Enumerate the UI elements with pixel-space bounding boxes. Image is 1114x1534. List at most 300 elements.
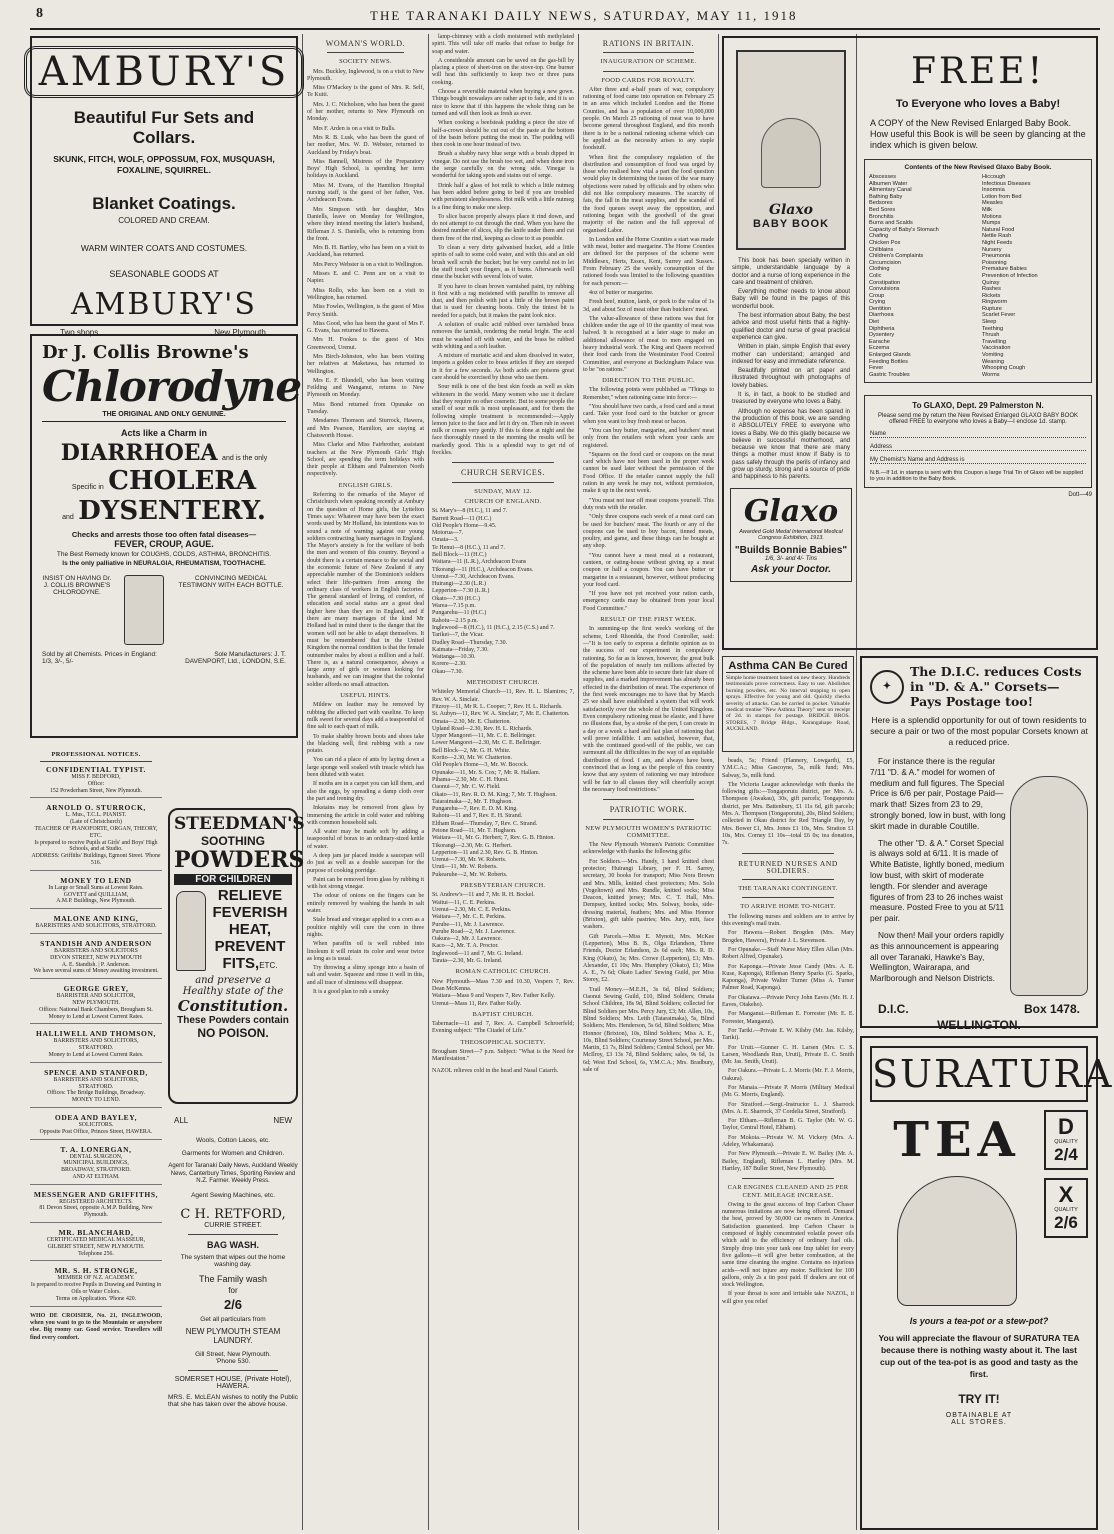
notice-line: We have several sums of Money awaiting investment.: [33, 968, 159, 975]
steedman-l6: HEAT,: [228, 921, 272, 938]
masthead: THE TARANAKI DAILY NEWS, SATURDAY, MAY 11, 1918: [370, 8, 798, 23]
returned-list: [722, 930, 854, 1173]
retford-agent: Agent for Taranaki Daily News, Auckland Weekly News, Canterbury Times, Sporting Review and N.Z. Farmer. Weekly Press.: [168, 1163, 298, 1184]
paragraph: For Soldiers.—Mrs. Handy, 1 hand knitted chest protector; Huirangi Library, per F. H. Sarrey, secretary, 30 books for transport; Miss Nora Brown and Mrs. Mills, knitted chest protectors; Mrs. Solo (Vogeltown) and Mrs. Rundle, knitted socks; Miss Deacon, knitted jersey; Mrs. C. T. Hall, Mrs. Dempsey, knitted socks; Mrs. Solway, books, side-dressing material, feathers; Mrs. and Miss Honnor (Brixton), gift table pastries; Mrs. Jury, mitt, face washers.: [583, 858, 714, 931]
paragraph: After three and a-half years of war, compulsory rationing of food came into operation on February 25 in an area which included London and the Home Counties, and has a population of over 10,000,000 people. On March 25 rationing of meat was to have become general throughout England, and this month there is to be a national rationing scheme which can be applied as the necessity arises to any staple foodstuff.: [583, 86, 714, 152]
paragraph: St. Andrew's—11 and 7, Mr. R. H. Bockel.: [432, 892, 535, 899]
retford-top: [168, 1112, 298, 1129]
paragraph: Motorua—7.: [432, 530, 464, 537]
paragraph: For Hawera.—Robert Brogden (Mrs. Mary Brogden, Hawera), Private J. L. Stevenson.: [722, 930, 854, 944]
notice-line: STRATFORD.: [78, 1083, 114, 1090]
rule: [603, 52, 694, 53]
chlorodyne-cholera-row: [42, 466, 286, 496]
paragraph: Pneumonia: [982, 253, 1011, 260]
paragraph: The New Plymouth Women's Patriotic Committee acknowledge with thanks the following gifts:: [583, 842, 714, 856]
chlorodyne-coughs: The Best Remedy known for COUGHS, COLDS, ASTHMA, BRONCHITIS.: [56, 551, 272, 558]
paragraph: Miss M. Evans, of the Hamilton Hospital nursing staff, is the guest of her father, Ven. Archdeacon Evans.: [307, 182, 424, 204]
roman-catholic-list: [432, 979, 574, 1008]
quality-d-box: [1044, 1110, 1088, 1170]
chlorodyne-name: Chlorodyne: [42, 362, 302, 411]
quality-x-letter: X: [1058, 1182, 1074, 1207]
amburys-logo: AMBURY'S: [24, 46, 305, 98]
glaxo-about-block: [730, 258, 852, 482]
paragraph: Paint can be removed from glass by rubbing it with hot strong vinegar.: [307, 876, 424, 891]
paragraph: Eczema: [869, 345, 890, 352]
rule: [742, 879, 834, 880]
notice-line: ADDRESS: Griffiths' Buildings, Egmont Street. 'Phone 516.: [31, 853, 161, 866]
paragraph: Waitanga—10.30.: [432, 654, 476, 661]
methodist-title: METHODIST CHURCH.: [466, 679, 540, 687]
paragraph: Inkstains may be removed from glass by immersing the article in cold water and rubbing with common household salt.: [307, 805, 424, 826]
paragraph: Referring to the remarks of the Mayor of Christchurch when speaking recently at Ambury on the question of Home girls, the Lyttelton Times says: Whatever may have been the exact words used by Mr Holland, his intentions was to sound a note of warning against our young soldiers contracting hasty marriages in England. The Mayor's anxiety is for the welfare of both the men and women of this country. Beyond a doubt there is a certain menace to the social and the economic future of New Zealand if any appreciable number of the Dominion's soldiers select their life-partners from among the ordinary class of workers in English factories. The general standard of living, of comfort, of education and social status are a great deal higher here than they are in England, and if there are many marriages of the kind Mr Holland had in mind there is the danger that the women will not be able to adapt themselves. It must be remembered that in the United Kingdom the normal condition is that the female outnumber males by about a million and a half. There is, as a natural consequence, always a large army of girls or women looking for husbands, and we can imagine that the colonial soldier affords no small attraction.: [307, 492, 424, 688]
hints-continued: [432, 34, 574, 457]
paragraph: Dudley Road—Thursday, 7.30.: [432, 639, 508, 646]
paragraph: For Stratford.—Sergt.-Instructor L. J. Sharrock (Mrs. A. E. Sharrock, 37 Cordelia Street, Stratford).: [722, 1101, 854, 1115]
notice-line: MEMBER OF N.Z. ACADEMY.: [57, 1275, 135, 1282]
presbyterian-title: PRESBYTERIAN CHURCH.: [460, 882, 546, 890]
paragraph: Fitzroy—11, Mr R. L. Cooper; 7, Rev. H. L. Richards.: [432, 703, 563, 710]
suratura-obtainable: OBTAINABLE AT ALL STORES.: [945, 1412, 1013, 1426]
chlorodyne-lower: [42, 575, 286, 645]
steedman-l9: and preserve a: [195, 975, 271, 986]
paragraph: Rahotu—2.15 p.m.: [432, 617, 478, 624]
car-body: Owing to the great success of Imp Carbon Chaser numerous imitations are now being offered. Demand the best, proved by 30,000 car owners in America. Satisfaction guaranteed. Imp Carbon Chaser is composed of highly concentrated volatile power oils which add to the efficiency of ordinary fuel oils. Simply drop into your tank one Imp tablet for every five gallons—it will give better combustion, at the same time cleaning the engine. Contains no injurious acids—will not injure any motor. Sufficient for 100 gallons, only 2s a tin post paid. If dealers are out of stock Wellington.: [722, 1201, 854, 1289]
quality-d-letter: D: [1058, 1114, 1074, 1139]
paragraph: Waitara—11 (L.R.), Archdeacon Evans: [432, 559, 527, 566]
paragraph: For Eltham.—Rifleman B. G. Taylor (Mr. W. G. Taylor, Central Hotel, Eltham).: [722, 1118, 854, 1132]
glaxo-logo: Glaxo: [743, 493, 839, 529]
paragraph: Urenui—Mass 11, Rev. Father Kelly.: [432, 1000, 522, 1007]
suratura-tea: TEA: [893, 1112, 1021, 1168]
dic-ad: [860, 656, 1098, 1032]
notice-line: Money to Lend at Lowest Current Rates.: [48, 1051, 144, 1058]
amburys-footer-left: Two shops: [60, 328, 99, 337]
paragraph: Gift Parcels.—Miss E. Mynott, Mrs. McKee (Lepperton), Miss B. B., Olga Erlandson, Three Friends, Doctor Erlandson, 2s 6d each; Mrs. R. D. King (Okato), 3s; Mrs. Crowe (Lepperton), £1; Mrs. Alexander, £1 10s; Mrs. Humphry (Okato), £1; Miss A. E., 7s 6d; Okato Ladies' Sewing Guild, per Miss Storey, £2.: [583, 933, 714, 984]
paragraph: Alimentary Canal: [869, 187, 912, 194]
rule: [742, 1178, 834, 1179]
paragraph: Chicken Pox: [869, 239, 901, 246]
professional-notice: [30, 984, 162, 1024]
chlorodyne-d1b: and is the only: [222, 455, 268, 462]
amburys-line1: Beautiful Fur Sets and Collars.: [73, 108, 255, 147]
paragraph: For Opunake.—Staff Nurse Mary Ellen Allan (Mrs. Robert Alfred, Opunake).: [722, 946, 854, 961]
column-divider: [718, 34, 719, 1530]
paragraph: If moths are in a carpet you can kill them, and also the eggs, by spreading a damp cloth over the part and ironing dry.: [307, 781, 424, 802]
paragraph: Rahotu—11 and 7, Rev. E. H. Strand.: [432, 813, 523, 820]
dic-footer: [870, 1002, 1088, 1016]
steedman-l4: RELIEVE: [217, 887, 283, 904]
paragraph: Inglewood—8 (H.C.), 11 (H.C.), 2.15 (C.S.) and 7.: [432, 624, 555, 631]
corset-figure-image: [1010, 776, 1088, 996]
glaxo-builds: "Builds Bonnie Babies": [734, 544, 848, 556]
notice-line: DENTAL SURGEON,: [69, 1153, 123, 1160]
notice-line: MONEY TO LEND.: [71, 1097, 121, 1104]
car-title: CAR ENGINES CLEANED AND 25 PER CENT. MILEAGE INCREASE.: [727, 1184, 849, 1199]
notice-line: Is prepared to receive Pupils in Drawing and Painting in Oils or Water Colors.: [30, 1282, 162, 1296]
paragraph: 4oz of butter or margarine.: [589, 289, 654, 296]
church-services-title: CHURCH SERVICES.: [460, 468, 546, 478]
glaxo-contents-title: Contents of the New Revised Glaxo Baby Book.: [904, 164, 1052, 171]
paragraph: Lotion from Bed: [982, 193, 1022, 200]
chlorodyne-tag: THE ORIGINAL AND ONLY GENUINE.: [42, 411, 286, 422]
notice-line: A.M.P. Buildings, New Plymouth.: [56, 898, 136, 905]
notice-line: Offices: National Bank Chambers, Brougham St.: [39, 1006, 153, 1013]
paragraph: Enlarged Glands: [869, 352, 911, 359]
notice-heading: CONFIDENTIAL TYPIST.: [45, 765, 147, 774]
professional-notice: [30, 765, 162, 798]
roman-catholic-title: ROMAN CATHOLIC CHURCH.: [455, 968, 551, 976]
paragraph: Travelling: [982, 338, 1007, 345]
column-divider: [578, 34, 579, 1530]
paragraph: Purube—11, Mr. J. Lawrence.: [432, 921, 505, 928]
professional-notice: [30, 939, 162, 979]
notice-line: L. Mus., T.C.L. PIANIST.: [65, 812, 127, 819]
returned-column: [722, 758, 854, 1530]
dic-header: [870, 664, 1088, 709]
chlorodyne-fevers: FEVER, CROUP, AGUE.: [114, 539, 214, 549]
paragraph: St. Mary's—8 (H.C.), 11 and 7.: [432, 508, 508, 515]
paragraph: Gastric Troubles: [869, 371, 910, 378]
retford-street: CURRIE STREET.: [204, 1221, 262, 1229]
paragraph: Miss Bond returned from Opunake on Tuesday.: [307, 401, 424, 416]
rule: [603, 71, 694, 72]
paragraph: Tarata—2.30, Mr. G. Ireland.: [432, 958, 503, 965]
dic-instance: For instance there is the regular 7/11 "D. & A." model for women of medium and full figures. The Special Price is 6/6 per pair, Postage Paid—mark that! Sizes from 23 to 29, strongly boned, low in bust, with long skirt made in durable Coutille.: [870, 756, 1006, 831]
paragraph: Korere—2.30.: [432, 661, 467, 668]
baptist-list: [432, 1021, 574, 1036]
chlorodyne-d1: DIARRHOEA: [60, 440, 218, 466]
paragraph: For Kaponga.—Private Jesse Candy (Mrs. A. E. Kuse, Kaponga), Rifleman Henry Sparks (G. Sparks, Kaponga), Private Walter Turner (Miss A. Turner Palmer Road, Kaponga).: [722, 963, 854, 992]
rule: [452, 462, 554, 463]
paragraph: Mrs Simpson with her daughter, Mrs Daniells, leave on Monday for Wellington, where they intend meeting the latter's husband, Rifleman J. S. Daniells, who is returning from the front.: [307, 206, 424, 242]
notice-heading: MR. S. H. STRONGE,: [54, 1266, 138, 1276]
paragraph: Urenui—7.30, Archdeacon Evans.: [432, 573, 515, 580]
paragraph: Colic: [869, 272, 882, 279]
rule: [452, 482, 554, 483]
paragraph: Lower Mangorei—2.30, Mr. C. E. Bellringer.: [432, 740, 542, 747]
dic-now: Now then! Mail your orders rapidly as this announcement is appearing all over Taranaki, Hawke's Bay, Wellington, Wairarapa, and Marlborough and Nelson Districts.: [870, 929, 1004, 984]
notice-line: Terms on Application. 'Phone 420.: [55, 1295, 137, 1302]
quality-d-price: 2/4: [1054, 1145, 1078, 1164]
amburys-name2: AMBURY'S: [71, 287, 257, 322]
rations-result: [583, 626, 714, 794]
steedman-l13: NO POISON.: [197, 1026, 269, 1040]
paragraph: Warea—7.15 p.m.: [432, 603, 476, 610]
paragraph: Thrush: [982, 332, 1000, 339]
retford-column: [168, 1112, 298, 1530]
paragraph: Whooping Cough: [982, 365, 1026, 372]
glaxo-coupon-address-field[interactable]: [870, 444, 1086, 451]
rations-title: RATIONS IN BRITAIN.: [602, 39, 695, 48]
paragraph: A deep jam jar placed inside a saucepan will do just as well as a double saucepan for the purpose of cooking porridge.: [307, 852, 424, 874]
paragraph: Ringworm: [982, 299, 1008, 306]
retford-name: C H. RETFORD,: [180, 1206, 286, 1222]
paragraph: For Mokoia.—Private W. M. Vickery (Mrs. A. Adeley, Whakamara).: [722, 1134, 854, 1149]
paragraph: Mesdames Thomson and Sturrock, Hawera, and Mrs Pearson, Hamilton, are staying at Chatsworth House.: [307, 418, 424, 439]
chlorodyne-sold: Sold by all Chemists. Prices in England: 1/3, 3/-, 5/-: [42, 651, 157, 665]
paragraph: In London and the Home Counties a start was made with meat, butter and margarine. The Home Counties are defined for the purposes of the scheme were Middlesex, Herts, Essex, Kent, Surrey and Sussex. From February 25 the weekly consumption of the rationed foods was limited to the following quantities for each person:—: [583, 236, 714, 287]
rule: [603, 799, 694, 800]
steedman-body: [174, 887, 292, 975]
paragraph: "You should have two cards, a food card and a meat card. Take your food card to the butcher or grocer when you want to buy fresh meat or bacon.: [583, 404, 714, 425]
professional-notice: [30, 1029, 162, 1062]
paragraph: lamp-chimney with a cloth moistened with methylated spirit. This will take off marks that refuse to budge for soap and water.: [432, 34, 574, 55]
paragraph: Clothing: [869, 266, 890, 273]
notice-line: GOVETT and QUILLIAM,: [63, 891, 129, 898]
paragraph: Bell Block—11 (H.C.): [432, 552, 487, 558]
professional-notice: [30, 1113, 162, 1140]
chlorodyne-footer: [42, 651, 286, 665]
nazol-throat: If your throat is sore and irritable take NAZOL, it will give you relief: [722, 1291, 854, 1305]
professional-list: [30, 765, 162, 1307]
glaxo-coupon: [864, 395, 1092, 488]
steedman-l2: POWDERS: [174, 847, 305, 873]
column-divider: [302, 34, 303, 1530]
baptist-title: BAPTIST CHURCH.: [472, 1010, 534, 1018]
paragraph: The odour of onions on the fingers can be entirely removed by washing the hands in salt water.: [307, 893, 424, 915]
notice-line: BARRISTERS AND SOLICITORS,: [53, 1038, 139, 1045]
notice-line: BARRISTERS AND SOLICITORS: [54, 947, 138, 954]
paragraph: "You cannot have a meat meal at a restaurant, canteen, or eating-house without giving up a meat coupon or half a coupon. You can have butter or margarine in a restaurant, however, without producing your food card.: [583, 552, 714, 588]
chlorodyne-d3pre: and: [62, 514, 74, 521]
paragraph: Motions: [982, 213, 1002, 220]
paragraph: Upper Mangorei—11, Mr. C. E. Bellringer.: [432, 733, 536, 740]
notice-line: STRATFORD.: [78, 1045, 114, 1052]
paragraph: To clean a very dirty galvanised bucket, add a little spirits of salt to some cold water, and with this and an old brush well scrub the bucket; but be very careful not to let the stuff touch your fingers, as it burns. Afterwards well rinse the bucket with several lots of water.: [432, 245, 574, 281]
paragraph: A solution of oxalic acid rubbed over tarnished brass removes the tarnish, rendering the metal bright. The acid must be washed off with water, and the brass be rubbed with whiting and a soft leather.: [432, 321, 574, 350]
notice-line: DEVON STREET, NEW PLYMOUTH: [50, 954, 142, 961]
paragraph: Choose a reversible material when buying a new gown. Things bought nowadays are rather apt to fade, and it is so nice to know that if this happens the whole thing can be turned and will then look as fresh as ever.: [432, 89, 574, 117]
chlorodyne-d2: CHOLERA: [108, 466, 257, 496]
paragraph: Oaonui—7, Mr. C. W. Field.: [432, 784, 501, 791]
paragraph: A mixture of muriatic acid and alum dissolved in water, imports a golden color to brass articles if they are steeped in it for a few seconds. As both acids are poisons great care should be exercised by those who use them.: [432, 353, 574, 382]
steedman-l7: PREVENT: [214, 938, 286, 955]
paragraph: Old People's Home—3, Mr. W. Bocock.: [432, 762, 529, 769]
returned-sub: THE TARANAKI CONTINGENT.: [738, 885, 838, 893]
steedman-l3: FOR CHILDREN: [174, 874, 292, 885]
glaxo-coupon-nb: N.B.—If 1d. in stamps is sent with this Coupon a large Trial Tin of Glaxo will be supplied to you in addition to the Baby Book.: [870, 470, 1084, 483]
patriotic-list: [583, 842, 714, 1074]
paragraph: Hiccough: [982, 174, 1006, 180]
paragraph: Chilblains: [869, 246, 894, 253]
paragraph: Tarikei—7, the Vicar.: [432, 632, 484, 639]
glaxo-ask: Ask your Doctor.: [750, 563, 832, 575]
paragraph: Omata—2.30, Mr. E. Chatterton.: [432, 718, 511, 725]
paragraph: Children's Complaints: [869, 253, 924, 260]
society-news-title: SOCIETY NEWS.: [339, 58, 392, 66]
quality-x-price: 2/6: [1054, 1213, 1078, 1232]
chlorodyne-neuralgia: Is the only palliative in NEURALGIA, RHEUMATISM, TOOTHACHE.: [62, 560, 266, 567]
notice-line: CERTIFICATED MEDICAL MASSEUR,: [46, 1237, 146, 1244]
glaxo-awarded: Awarded Gold Medal International Medical Congress Exhibition, 1913.: [739, 528, 843, 541]
chlorodyne-convincing: CONVINCING MEDICAL TESTIMONY WITH EACH BOTTLE.: [178, 575, 284, 589]
retford-top-left: ALL: [174, 1116, 189, 1125]
returned-intro: The following nurses and soldiers are to arrive by this evening's mail train.: [722, 913, 854, 928]
paragraph: Upland Road—2.30, Rev. H. L. Richards.: [432, 725, 533, 732]
glaxo-coupon-name-field[interactable]: [870, 431, 1086, 438]
paragraph: Nettle Rash: [982, 233, 1012, 240]
chlorodyne-diarrhoea-row: [42, 440, 286, 466]
notice-line: Is prepared to receive Pupils at Girls' and Boys' High Schools, and at Studio.: [34, 839, 158, 853]
steedman-l12: These Powders contain: [177, 1015, 289, 1026]
laundry-system: The system that wipes out the home washing day.: [180, 1253, 286, 1268]
english-girls-title: ENGLISH GIRLS.: [338, 481, 393, 489]
suratura-ad: [860, 1036, 1114, 1530]
paragraph: Infectious Diseases: [982, 180, 1031, 187]
glaxo-everything: Everything mother needs to know about Baby will be found in the pages of this wonderful book.: [732, 289, 850, 310]
paragraph: Chafing: [869, 233, 889, 240]
glaxo-free-body: A COPY of the New Revised Enlarged Baby Book. How useful this Book is will be seen by glancing at the index which is given below.: [870, 118, 1086, 150]
glaxo-coupon-chemist-field[interactable]: [870, 457, 1086, 464]
notice-line: BARRISTERS AND SOLICITORS, STRATFORD.: [35, 923, 157, 930]
paragraph: Tabernacle—11 and 7, Rev. A. Campbell Schroerfeld; Evening subject: "The Citadel of Life.": [432, 1021, 574, 1035]
paragraph: Crying: [869, 299, 886, 306]
croisier-notice: WHO DE CROISIER, No. 21, INGLEWOOD, when you want to go to the Mountain or anywhere else. Big roomy car. Good service. Travellers will find every comfort.: [30, 1312, 162, 1341]
rule: [742, 853, 834, 854]
paragraph: Diphtheria: [869, 325, 895, 332]
glaxo-book-title: BABY BOOK: [752, 218, 830, 230]
paragraph: All water may be made soft by adding a teaspoonful of borax to an ordinary-sized kettle of water.: [307, 829, 424, 850]
paragraph: Teething: [982, 325, 1004, 332]
paragraph: Mildew on leather may be removed by rubbing the affected part with vaseline. To keep milk sweet for several days add a teaspoonful of fine salt to each quart of milk.: [307, 702, 424, 731]
laundry-name: NEW PLYMOUTH STEAM LAUNDRY.: [185, 1326, 281, 1345]
english-girls-article: [307, 492, 424, 689]
chlorodyne-d2pre: Specific in: [71, 484, 104, 491]
paragraph: For Manaia.—Private P. Morris (Military Medical (Mr. G. Morris, England).: [722, 1084, 854, 1099]
suratura-flavour: You will appreciate the flavour of SURATURA TEA because there is nothing wasty about it. The last cup out of the tea-pot is as good and tasty as the first.: [878, 1333, 1080, 1379]
amburys-line2: SKUNK, FITCH, WOLF, OPPOSSUM, FOX, MUSQUASH, FOXALINE, SQUIRREL.: [53, 154, 275, 175]
paragraph: Capacity of Baby's Stomach: [869, 226, 939, 233]
dic-intro: Here is a splendid opportunity for out of town residents to secure a pair or two of the most popular Corsets known at a reduced price.: [870, 715, 1088, 747]
presbyterian-list: [432, 892, 574, 965]
dic-other: The other "D. & A." Corset Special is always sold at 6/11. It is made of White Batiste, lightly boned, medium low bust, with skirt of moderate length. For slender and average figures of from 23 to 26 inches waist measure. Posted Free to you at 5/11 per pair.: [870, 837, 1005, 924]
paragraph: Mrs E. F. Blundell, who has been visiting Feilding and Wanganui, returns to New Plymouth on Monday.: [307, 377, 424, 399]
notice-heading: MALONE AND KING,: [53, 914, 139, 924]
quality-d-label: QUALITY: [1054, 1139, 1078, 1145]
paragraph: Diet: [869, 319, 879, 326]
glaxo-best: The best information about Baby, the best advice and most useful hints that a highly-qualified doctor and nurse of great practical experience can give.: [732, 313, 850, 341]
paragraph: Brush a shabby navy blue serge with a brush dipped in vinegar. Do not use the brush too wet, and when done iron the serge carefully on the wrong side. Vinegar is wonderful for taking spots and stains out of serge.: [432, 151, 574, 180]
baby-portrait-image: [761, 118, 821, 188]
laundry-gill: Gill Street, New Plymouth.: [195, 1350, 271, 1358]
glaxo-about: This book has been specially written in simple, understandable language by a doctor and a nurse of long experience in the care and treatment of children.: [732, 258, 850, 286]
notice-line: NEW PLYMOUTH.: [72, 999, 120, 1006]
notice-line: Telephone 256.: [78, 1250, 114, 1257]
paragraph: Fresh beef, mutton, lamb, or pork to the value of 1s 3d, and about 5oz of meat other than butchers' meat.: [583, 299, 714, 313]
notice-line: A. E. Standish. | P. Anderson.: [61, 961, 131, 968]
paragraph: Weaning: [982, 358, 1004, 365]
notice-line: MUNICIPAL BUILDINGS,: [63, 1160, 129, 1167]
patriotic-sub: NEW PLYMOUTH WOMEN'S PATRIOTIC COMMITTEE.: [585, 824, 712, 839]
rations-sub: INAUGURATION OF SCHEME.: [600, 58, 697, 66]
paragraph: Okato—11, Rev. R. D. M. King; 7, Mr. T. Hughson.: [432, 791, 557, 798]
notice-line: GILBERT STREET, NEW PLYMOUTH.: [47, 1243, 145, 1250]
notice-line: Opposite Post Office, Princes Street, HAWERA.: [39, 1128, 153, 1135]
notice-heading: MR. BLANCHARD,: [58, 1228, 134, 1238]
paragraph: Mrs H. Fookes is the guest of Mrs Greenwood, Urenui.: [307, 337, 424, 351]
paragraph: Abscesses: [869, 174, 897, 180]
paragraph: Bell Block—2, Mr. G. H. White.: [432, 747, 511, 754]
notice-line: In Large or Small Sums at Lowest Rates.: [48, 884, 144, 891]
steedman-l10: Healthy state of the: [182, 986, 284, 997]
paragraph: Mrs. Buckley, Inglewood, is on a visit to New Plymouth.: [307, 68, 424, 82]
notice-heading: HALLIWELL AND THOMSON,: [36, 1029, 156, 1039]
laundry-price: 2/6: [223, 1296, 243, 1312]
steedman-l11: Constitution.: [177, 997, 289, 1015]
retford-sewing: Agent Sewing Machines, etc.: [191, 1191, 275, 1199]
amburys-line5: WARM WINTER COATS AND COSTUMES.: [80, 243, 248, 253]
paragraph: Mumps: [982, 220, 1001, 227]
paragraph: Poisoning: [982, 259, 1007, 266]
paragraph: Sour milk is one of the best skin foods as well as skin whiteners in the world. Many women who use it declare that they require no other cosmetic. But to some people the smell of sour milk is most unpleasant, and for them the following simple treatment is recommended:—Apply lemon juice to the face and let it dry on. Then rub in sweet milk or cream very gently. If this is done at night and the face thoroughly rinsed in the morning the results will be markedly good. This is a splendid way to get rid of freckles.: [432, 384, 574, 457]
theosophical-list: [432, 1049, 574, 1064]
paragraph: Milk: [982, 206, 992, 213]
paragraph: The value-allowance of these rations was that for children under the age of 10 the quantity of meat was halved. It is recognised at a later stage to make an additional allowance of meat to men engaged on heavy industrial work. The King and Queen received their food cards from the Westminster Food Control Committee, and everyone at Buckingham Palace was to be "on rations.": [583, 315, 714, 373]
mclean-notice: MRS. E. McLEAN wishes to notify the Public that she has taken over the above house.: [168, 1393, 298, 1408]
paragraph: Fever: [869, 365, 884, 372]
paragraph: Waitui—11, C. E. Perkins.: [432, 899, 496, 906]
paragraph: For Oakura.—Private L. J. Morris (Mr. F. J. Morris, Oakura).: [722, 1068, 854, 1082]
laundry-for: for: [228, 1285, 238, 1295]
church-date: SUNDAY, MAY 12.: [474, 487, 532, 495]
glaxo-plain: Written in plain, simple English that every mother can understand; arranged and indexed for easy and immediate reference.: [732, 344, 850, 365]
paragraph: New Plymouth—Mass 7.30 and 10.30, Vespers 7, Rev. Dean McKenna.: [432, 978, 574, 992]
professional-notice: [30, 914, 162, 934]
paragraph: St. Aubyn—11, Rev. W. A. Sinclair; 7, Mr. E. Chatterton.: [432, 711, 570, 718]
paragraph: For Manganui.—Rifleman E. Forrester (Mr. E. E. Forrester, Manganui).: [722, 1011, 854, 1025]
paragraph: Prevention of Infection: [982, 272, 1038, 279]
paragraph: "Only three coupons each week of a meat card can be used for butchers' meat. The fourth or any of the coupons can be used to buy bacon, tinned meats, poultry, and game, and these things can be bought at any shop.: [583, 514, 714, 550]
suratura-name: SURATURA: [870, 1046, 1088, 1102]
paragraph: When first the compulsory regulation of the distribution and consumption of food was urged by those who realised how vital a part the food question would play in determining the issues of the war many objections were raised by officials and by others who did not like compulsory measures. The scarcity of fats, the fall in the meat supplies, and the scandal of the food queues swept away the opposition, and rationing began with the goodwill of the great majority of the nation and the full approval of organised Labor.: [583, 154, 714, 234]
professional-notice: [30, 1145, 162, 1185]
methodist-list: [432, 689, 574, 879]
amburys-line6: SEASONABLE GOODS AT: [109, 269, 219, 279]
notice-line: Office:: [87, 780, 105, 787]
notice-line: BARRISTERS AND SOLICITORS,: [53, 1076, 139, 1083]
paragraph: Night Feeds: [982, 239, 1013, 246]
paragraph: For New Plymouth.—Private E. W. Bailey (Mr. A. Bailey, England), Rifleman L. Hartley (Mrs. M. Hartley, 187 Buller Street, New Plymouth).: [722, 1151, 854, 1172]
steedman-name: STEEDMAN'S: [174, 814, 305, 834]
laundry-bag: BAG WASH.: [206, 1239, 259, 1250]
paragraph: Pihama—2.30, Mr. C. H. Hurst.: [432, 776, 509, 783]
suratura-body: [870, 1110, 1088, 1306]
rations-direction: [583, 387, 714, 613]
paragraph: Mrs Percy Webster is on a visit to Wellington.: [313, 261, 424, 268]
paragraph: The following points were published as "Things to Remember," when rationing came into force:—: [583, 387, 714, 401]
paragraph: Whiteley Memorial Church—11, Rev. H. L. Blamires; 7, Rev. W. A. Sinclair.: [432, 689, 574, 703]
victoria-league: The Victoria League acknowledge with thanks the following gifts:—Tongaporutu district, per Mrs. A. Thompson (Awakau), 30s, gift parcels; Tongaporutu district, per Mrs. Battenbury, £1 11s 6d, gift parcels; Mrs. A. Thompson (Tongaporutu), 20s, Blind Soldiers; collected in Okau district for Red Triangle Day, by Mrs. Bower £1, Mrs. Jones £1 10s, Mrs. Stratton £1 10s, Mrs. Corney £1 10s—total £6 0s; tea donation, 7s.: [722, 781, 854, 847]
hints-church-column: [432, 34, 574, 1528]
useful-hints-list: [307, 702, 424, 996]
professional-title: PROFESSIONAL NOTICES.: [51, 751, 141, 758]
chlorodyne-checks: Checks and arrests those too often fatal diseases—: [71, 530, 257, 539]
paragraph: Waitara—7, Mr. C. E. Perkins.: [432, 914, 506, 921]
paragraph: Measles: [982, 200, 1003, 207]
paragraph: Kaco—2, Mr. T. A. Proctor.: [432, 943, 499, 950]
rule: [742, 897, 834, 898]
rule: [327, 52, 404, 53]
quality-x-box: [1044, 1178, 1088, 1238]
steedman-l5: FEVERISH: [212, 904, 288, 921]
paragraph: Barrett Road—11 (H.C.): [432, 515, 492, 522]
paragraph: Drink half a glass of hot milk to which a little nutmeg has been added before going to bed if you are troubled with persistent sleeplessness. Hot milk with a little nutmeg is a fine thing to make one sleep.: [432, 182, 574, 211]
paragraph: Mrs Birch-Johnston, who has been visiting her relatives at Maketawa, has returned to Wellington.: [307, 353, 424, 375]
steedman-ad: [168, 808, 305, 1104]
rations-sub2: FOOD CARDS FOR ROYALTY.: [601, 76, 696, 84]
rule: [188, 1370, 278, 1371]
retford-wools: Wools, Cotton Laces, etc.: [196, 1137, 270, 1144]
